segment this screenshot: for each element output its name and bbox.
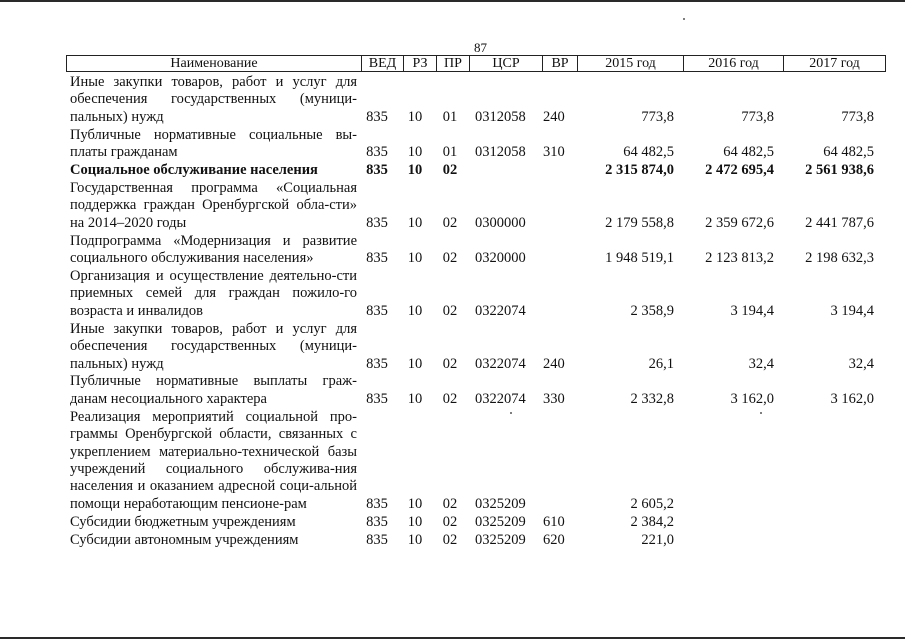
cell-rz: 10 — [407, 144, 423, 161]
table-row — [70, 532, 882, 549]
cell-ved: 835 — [366, 108, 388, 125]
cell-ved: 835 — [366, 355, 388, 372]
cell-csr: 0320000 — [475, 250, 526, 267]
cell-name: Публичные нормативные выплаты граж-данам несоциального характера — [70, 373, 357, 407]
table-body — [70, 74, 882, 549]
cell-y2016: 32,4 — [748, 355, 774, 372]
table-row — [70, 373, 882, 408]
header-rz: РЗ — [404, 56, 437, 71]
table-row — [70, 180, 882, 232]
cell-ved: 835 — [366, 250, 388, 267]
cell-pr: 02 — [442, 355, 458, 372]
cell-y2016: 64 482,5 — [723, 144, 774, 161]
cell-y2015: 64 482,5 — [623, 144, 674, 161]
cell-ved: 835 — [366, 390, 388, 407]
cell-y2017: 773,8 — [841, 108, 874, 125]
cell-rz: 10 — [407, 108, 423, 125]
cell-pr: 02 — [442, 531, 458, 548]
table-header — [66, 55, 886, 72]
cell-rz: 10 — [407, 355, 423, 372]
cell-pr: 01 — [442, 144, 458, 161]
scan-bottom-edge — [0, 637, 905, 639]
cell-ved: 835 — [366, 531, 388, 548]
cell-y2015: 773,8 — [641, 108, 674, 125]
cell-y2017: 3 194,4 — [830, 302, 874, 319]
cell-y2016: 2 472 695,4 — [705, 162, 774, 179]
cell-y2016: 773,8 — [741, 108, 774, 125]
cell-csr: 0300000 — [475, 214, 526, 231]
cell-vr: 610 — [543, 513, 565, 530]
cell-y2017: 3 162,0 — [830, 390, 874, 407]
cell-ved: 835 — [366, 214, 388, 231]
scan-top-edge — [0, 0, 905, 2]
table-row — [70, 321, 882, 373]
cell-name: Социальное обслуживание населения — [70, 162, 318, 179]
cell-y2016: 2 123 813,2 — [705, 250, 774, 267]
cell-csr: 0325209 — [475, 531, 526, 548]
header-csr: ЦСР — [470, 56, 543, 71]
cell-rz: 10 — [407, 495, 423, 512]
cell-y2015: 2 332,8 — [630, 390, 674, 407]
cell-pr: 02 — [442, 214, 458, 231]
cell-rz: 10 — [407, 214, 423, 231]
cell-rz: 10 — [407, 390, 423, 407]
header-name: Наименование — [67, 56, 362, 71]
cell-y2016: 3 194,4 — [730, 302, 774, 319]
cell-y2017: 2 198 632,3 — [805, 250, 874, 267]
cell-csr: 0325209 — [475, 495, 526, 512]
cell-rz: 10 — [407, 531, 423, 548]
cell-vr: 330 — [543, 390, 565, 407]
header-2017: 2017 год — [809, 56, 860, 71]
cell-y2015: 2 358,9 — [630, 302, 674, 319]
cell-name: Публичные нормативные социальные вы-платы гражданам — [70, 126, 357, 161]
scan-speck — [683, 18, 685, 20]
cell-name: Организация и осуществление деятельно-сти приемных семей для граждан пожило-го возраста и инвалидов — [70, 267, 357, 319]
cell-pr: 02 — [442, 250, 458, 267]
cell-y2015: 2 315 874,0 — [605, 162, 674, 179]
cell-csr: 0322074 — [475, 390, 526, 407]
cell-y2017: 2 441 787,6 — [805, 214, 874, 231]
table-row — [70, 409, 882, 513]
cell-y2015: 221,0 — [641, 531, 674, 548]
cell-pr: 02 — [442, 302, 458, 319]
header-vr: ВР — [543, 56, 578, 71]
cell-vr: 310 — [543, 144, 565, 161]
cell-y2015: 2 179 558,8 — [605, 214, 674, 231]
cell-name: Подпрограмма «Модернизация и развитие социального обслуживания населения» — [70, 232, 357, 267]
header-2015: 2015 год — [578, 56, 684, 71]
cell-csr: 0325209 — [475, 513, 526, 530]
cell-pr: 02 — [442, 513, 458, 530]
cell-csr: 0322074 — [475, 355, 526, 372]
header-2016: 2016 год — [684, 56, 784, 71]
cell-name: Реализация мероприятий социальной про-граммы Оренбургской области, связанных с укреплением материально-технической базы учреждений социального обслужива-ния населения и оказанием адресной соци-альной помощи неработающим пенсионе-рам — [70, 408, 357, 512]
cell-ved: 835 — [366, 513, 388, 530]
table-row — [70, 127, 882, 162]
cell-y2015: 2 384,2 — [630, 513, 674, 530]
table-row — [70, 162, 882, 179]
cell-y2017: 2 561 938,6 — [805, 162, 874, 179]
cell-y2015: 2 605,2 — [630, 495, 674, 512]
cell-rz: 10 — [407, 302, 423, 319]
cell-y2017: 32,4 — [848, 355, 874, 372]
cell-vr: 240 — [543, 108, 565, 125]
cell-name: Субсидии автономным учреждениям — [70, 531, 299, 548]
cell-ved: 835 — [366, 144, 388, 161]
cell-vr: 620 — [543, 531, 565, 548]
cell-pr: 02 — [442, 495, 458, 512]
cell-name: Иные закупки товаров, работ и услуг для обеспечения государственных (муници-пальных) нужд — [70, 74, 357, 125]
cell-csr: 0312058 — [475, 108, 526, 125]
cell-csr: 0312058 — [475, 144, 526, 161]
cell-rz: 10 — [407, 513, 423, 530]
cell-vr: 240 — [543, 355, 565, 372]
header-pr: ПР — [437, 56, 470, 71]
cell-csr: 0322074 — [475, 302, 526, 319]
cell-rz: 10 — [407, 162, 423, 179]
cell-pr: 02 — [442, 162, 458, 179]
cell-pr: 02 — [442, 390, 458, 407]
cell-rz: 10 — [407, 250, 423, 267]
cell-y2015: 26,1 — [648, 355, 674, 372]
table-row — [70, 74, 882, 126]
cell-pr: 01 — [442, 108, 458, 125]
cell-ved: 835 — [366, 162, 388, 179]
table-row — [70, 268, 882, 320]
cell-y2016: 2 359 672,6 — [705, 214, 774, 231]
cell-y2015: 1 948 519,1 — [605, 250, 674, 267]
cell-y2017: 64 482,5 — [823, 144, 874, 161]
cell-ved: 835 — [366, 302, 388, 319]
page-number: 87 — [474, 40, 487, 55]
table-row — [70, 514, 882, 531]
header-ved: ВЕД — [362, 56, 404, 71]
cell-ved: 835 — [366, 495, 388, 512]
cell-name: Иные закупки товаров, работ и услуг для обеспечения государственных (муници-пальных) нужд — [70, 320, 357, 372]
cell-name: Государственная программа «Социальная поддержка граждан Оренбургской обла-сти» на 2014–2020 годы — [70, 179, 357, 231]
cell-name: Субсидии бюджетным учреждениям — [70, 513, 296, 530]
cell-y2016: 3 162,0 — [730, 390, 774, 407]
table-row — [70, 233, 882, 268]
